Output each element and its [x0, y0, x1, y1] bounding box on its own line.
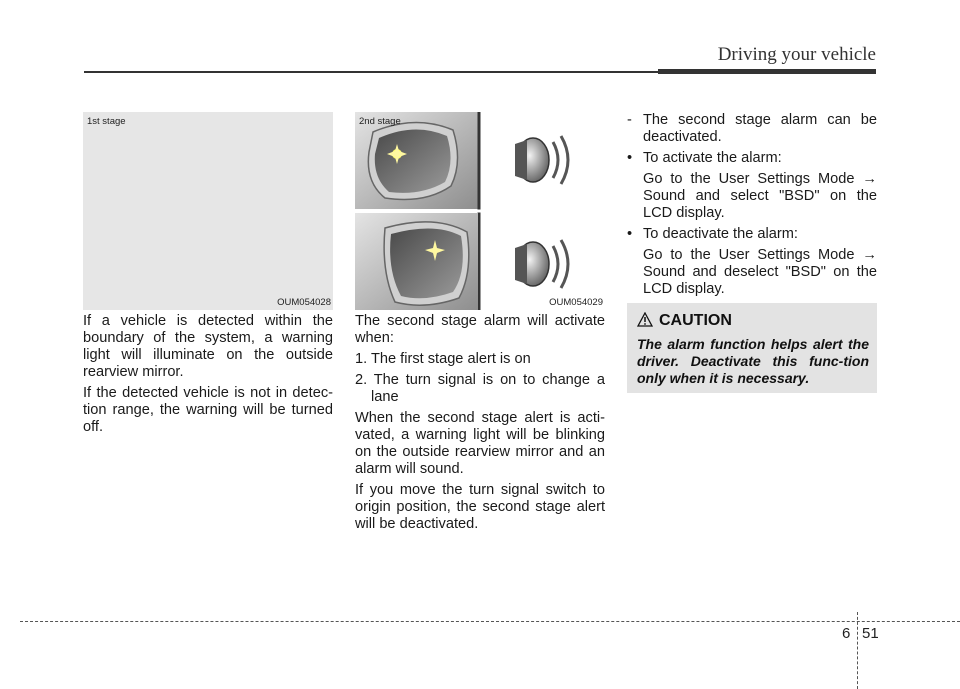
- paragraph: If a vehicle is detected within the boundary of the system, a warning light will illuminate on the outside rearview mirror.: [83, 313, 333, 380]
- caution-title: CAUTION: [659, 312, 732, 329]
- list-item: [627, 150, 877, 167]
- figure-code: OUM054029: [549, 297, 603, 308]
- list-item-text: To deactivate the alarm:: [643, 226, 798, 242]
- paragraph: When the second stage alert is acti-vated, a warning light will be blinking on the outside rearview mirror and an alarm will sound.: [355, 410, 605, 477]
- page-number: 51: [862, 625, 879, 642]
- figure-second-stage: [355, 112, 605, 310]
- column-2: [355, 313, 605, 537]
- running-header: Driving your vehicle: [717, 44, 876, 65]
- list-item: [627, 112, 877, 146]
- list-item: 2. The turn signal is on to change a lane: [355, 372, 605, 405]
- figure-first-stage: [83, 112, 333, 310]
- speaker-icon: [515, 136, 568, 184]
- chapter-number: 6: [842, 625, 851, 642]
- list-item-text: To activate the alarm:: [643, 150, 782, 166]
- list-marker: -: [627, 112, 632, 128]
- caution-box: [627, 303, 877, 393]
- bullet-marker: •: [627, 226, 633, 242]
- figure-stage-label: 2nd stage: [359, 116, 401, 127]
- list-item-detail: Go to the User Settings Mode → Sound and select "BSD" on the LCD display.: [643, 171, 877, 221]
- paragraph: The second stage alarm will activate when:: [355, 313, 605, 346]
- speaker-icon: [515, 240, 568, 288]
- list-item: [627, 226, 877, 243]
- footer-rule: [20, 621, 960, 623]
- warning-triangle-icon: [637, 312, 653, 327]
- figure-code: OUM054028: [277, 297, 331, 308]
- paragraph: If you move the turn signal switch to origin position, the second stage alert will be deactivated.: [355, 482, 605, 532]
- figure-stage-label: 1st stage: [87, 116, 126, 127]
- caution-text: The alarm function helps alert the driver. Deactivate this func-tion only when it is necessary.: [637, 336, 869, 386]
- list-item: 1. The first stage alert is on: [355, 351, 531, 367]
- column-3: [627, 112, 877, 302]
- column-1: [83, 313, 333, 440]
- header-rule-accent: [658, 69, 876, 74]
- footer-separator: [857, 612, 859, 689]
- second-stage-illustration: [355, 112, 605, 310]
- paragraph: If the detected vehicle is not in detec-tion range, the warning will be turned off.: [83, 385, 333, 435]
- bullet-marker: •: [627, 150, 633, 166]
- list-item-text: The second stage alarm can be deactivated.: [643, 112, 877, 145]
- list-item-detail: Go to the User Settings Mode → Sound and deselect "BSD" on the LCD display.: [643, 247, 877, 297]
- caution-heading: [637, 312, 732, 330]
